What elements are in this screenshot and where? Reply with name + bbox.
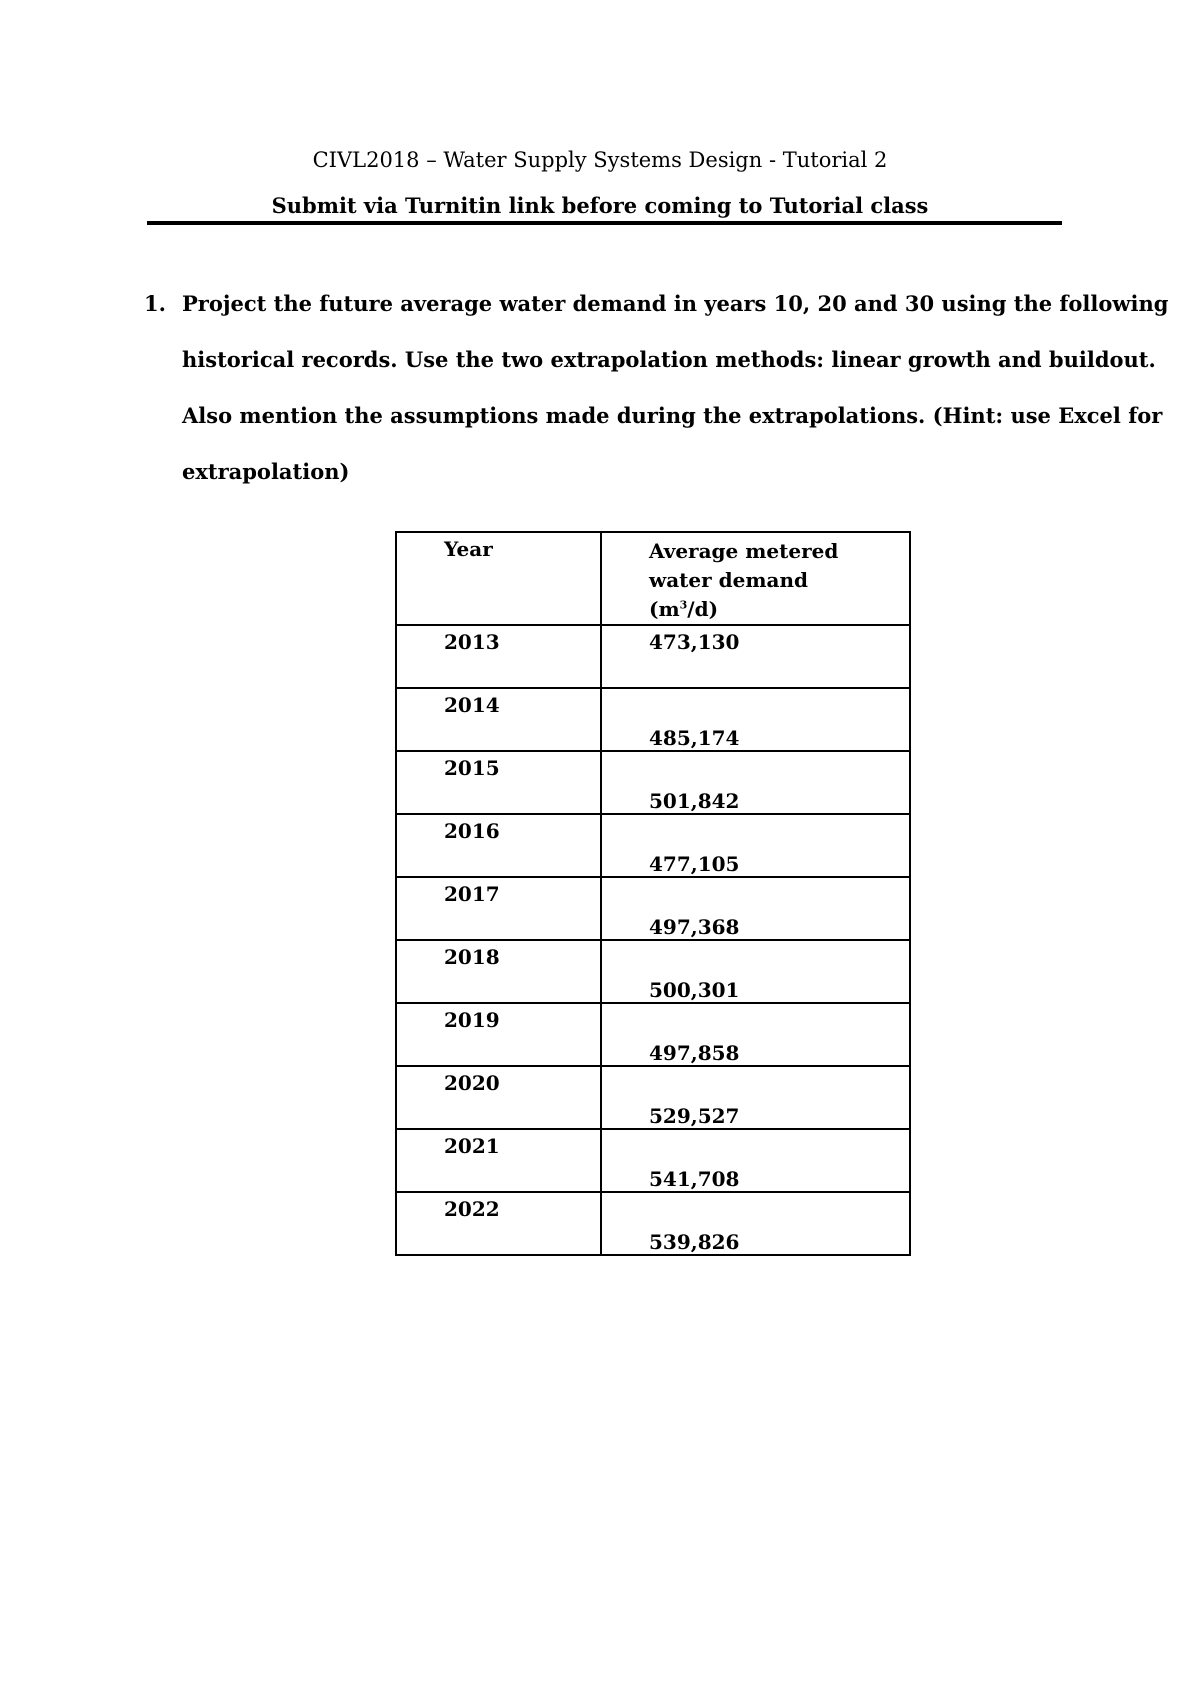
table-row	[396, 688, 910, 751]
unit-suffix: /d)	[687, 597, 719, 621]
table-row	[396, 751, 910, 814]
document-subtitle: Submit via Turnitin link before coming to Tutorial class	[271, 193, 929, 218]
cell-year: 2015	[396, 751, 601, 814]
cell-year: 2013	[396, 625, 601, 688]
table-header-row	[396, 532, 910, 625]
cell-year: 2022	[396, 1192, 601, 1255]
column-header-demand-line1: Average metered	[649, 539, 839, 563]
cell-demand: 529,527	[601, 1066, 910, 1129]
table-row	[396, 1129, 910, 1192]
question-line: extrapolation)	[182, 459, 350, 484]
cell-demand: 539,826	[601, 1192, 910, 1255]
table-row	[396, 625, 910, 688]
cell-year: 2019	[396, 1003, 601, 1066]
header-divider	[147, 221, 1062, 225]
water-demand-table	[395, 531, 911, 1256]
column-header-demand-line2: water demand	[649, 568, 808, 592]
cell-year: 2017	[396, 877, 601, 940]
cell-demand: 497,368	[601, 877, 910, 940]
column-header-year: Year	[396, 532, 601, 625]
question-line: historical records. Use the two extrapolation methods: linear growth and buildout.	[182, 347, 1156, 372]
question-text	[182, 276, 1169, 500]
cell-year: 2021	[396, 1129, 601, 1192]
cell-demand: 473,130	[601, 625, 910, 688]
cell-demand: 485,174	[601, 688, 910, 751]
cell-year: 2020	[396, 1066, 601, 1129]
question-line: Also mention the assumptions made during the extrapolations. (Hint: use Excel for	[182, 403, 1163, 428]
table-row	[396, 1003, 910, 1066]
table-row	[396, 877, 910, 940]
unit-prefix: (m	[649, 597, 680, 621]
cell-year: 2018	[396, 940, 601, 1003]
table-row	[396, 940, 910, 1003]
question-line: Project the future average water demand in years 10, 20 and 30 using the following	[182, 291, 1169, 316]
cell-year: 2016	[396, 814, 601, 877]
cell-year: 2014	[396, 688, 601, 751]
column-header-demand-unit	[649, 597, 718, 621]
table-row	[396, 814, 910, 877]
cell-demand: 500,301	[601, 940, 910, 1003]
cell-demand: 541,708	[601, 1129, 910, 1192]
column-header-demand	[601, 532, 910, 625]
question-number: 1.	[144, 291, 166, 316]
table-row	[396, 1066, 910, 1129]
cell-demand: 501,842	[601, 751, 910, 814]
cell-demand: 497,858	[601, 1003, 910, 1066]
document-title: CIVL2018 – Water Supply Systems Design - Tutorial 2	[312, 148, 888, 172]
unit-superscript: 3	[679, 598, 688, 612]
cell-demand: 477,105	[601, 814, 910, 877]
table-row	[396, 1192, 910, 1255]
